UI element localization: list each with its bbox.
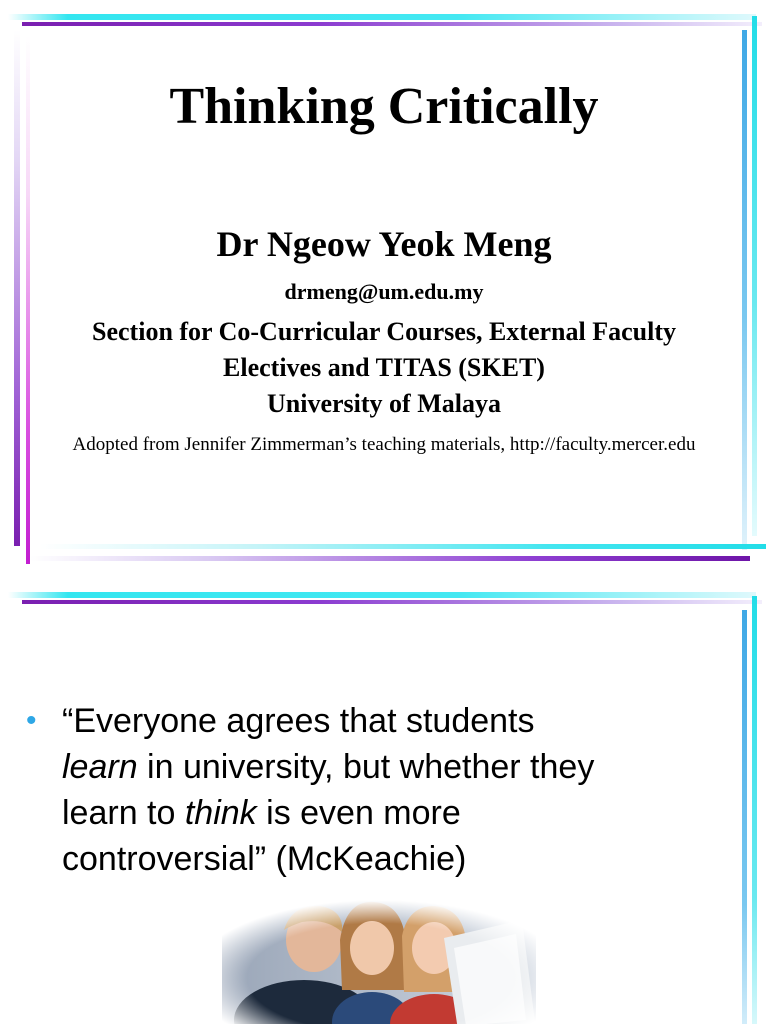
quote-text: is even more — [256, 794, 461, 832]
slide-title: Thinking Critically — [169, 78, 599, 135]
quote-slide — [0, 580, 768, 1024]
author-email: drmeng@um.edu.my — [284, 279, 484, 304]
decor-bar-top-cyan — [8, 14, 756, 20]
slide-separator — [0, 570, 768, 580]
quote-emphasis: learn — [62, 748, 138, 786]
bullet-icon: • — [26, 704, 37, 737]
quote-text: learn to — [62, 794, 185, 832]
affiliation — [0, 314, 768, 422]
decor-bar-bottom-cyan — [40, 544, 766, 549]
quote-text: controversial” (McKeachie) — [62, 840, 467, 878]
decor-bar-top-cyan — [8, 592, 756, 598]
quote-bullet — [26, 698, 722, 882]
quote-line — [62, 790, 722, 836]
source-credit: Adopted from Jennifer Zimmerman’s teaching materials, http://faculty.mercer.edu — [72, 434, 696, 455]
quote-line — [62, 836, 722, 882]
decor-bar-bottom-purple — [30, 556, 750, 561]
decor-bar-right-blue — [742, 610, 747, 1024]
author-name: Dr Ngeow Yeok Meng — [216, 224, 552, 264]
affiliation-line: Electives and TITAS (SKET) — [223, 353, 545, 382]
quote-line — [62, 744, 722, 790]
affiliation-line: Section for Co-Curricular Courses, External Faculty — [92, 317, 676, 346]
decor-bar-top-purple — [22, 22, 762, 26]
affiliation-line: University of Malaya — [267, 389, 501, 418]
students-at-computer-photo — [222, 900, 536, 1024]
decor-bar-right-cyan — [752, 596, 757, 1024]
quote-text: “Everyone agrees that students — [62, 702, 535, 740]
quote-text: in university, but whether they — [137, 748, 595, 786]
decor-bar-top-purple — [22, 600, 762, 604]
quote-emphasis: think — [184, 794, 257, 832]
quote-line — [62, 698, 722, 744]
